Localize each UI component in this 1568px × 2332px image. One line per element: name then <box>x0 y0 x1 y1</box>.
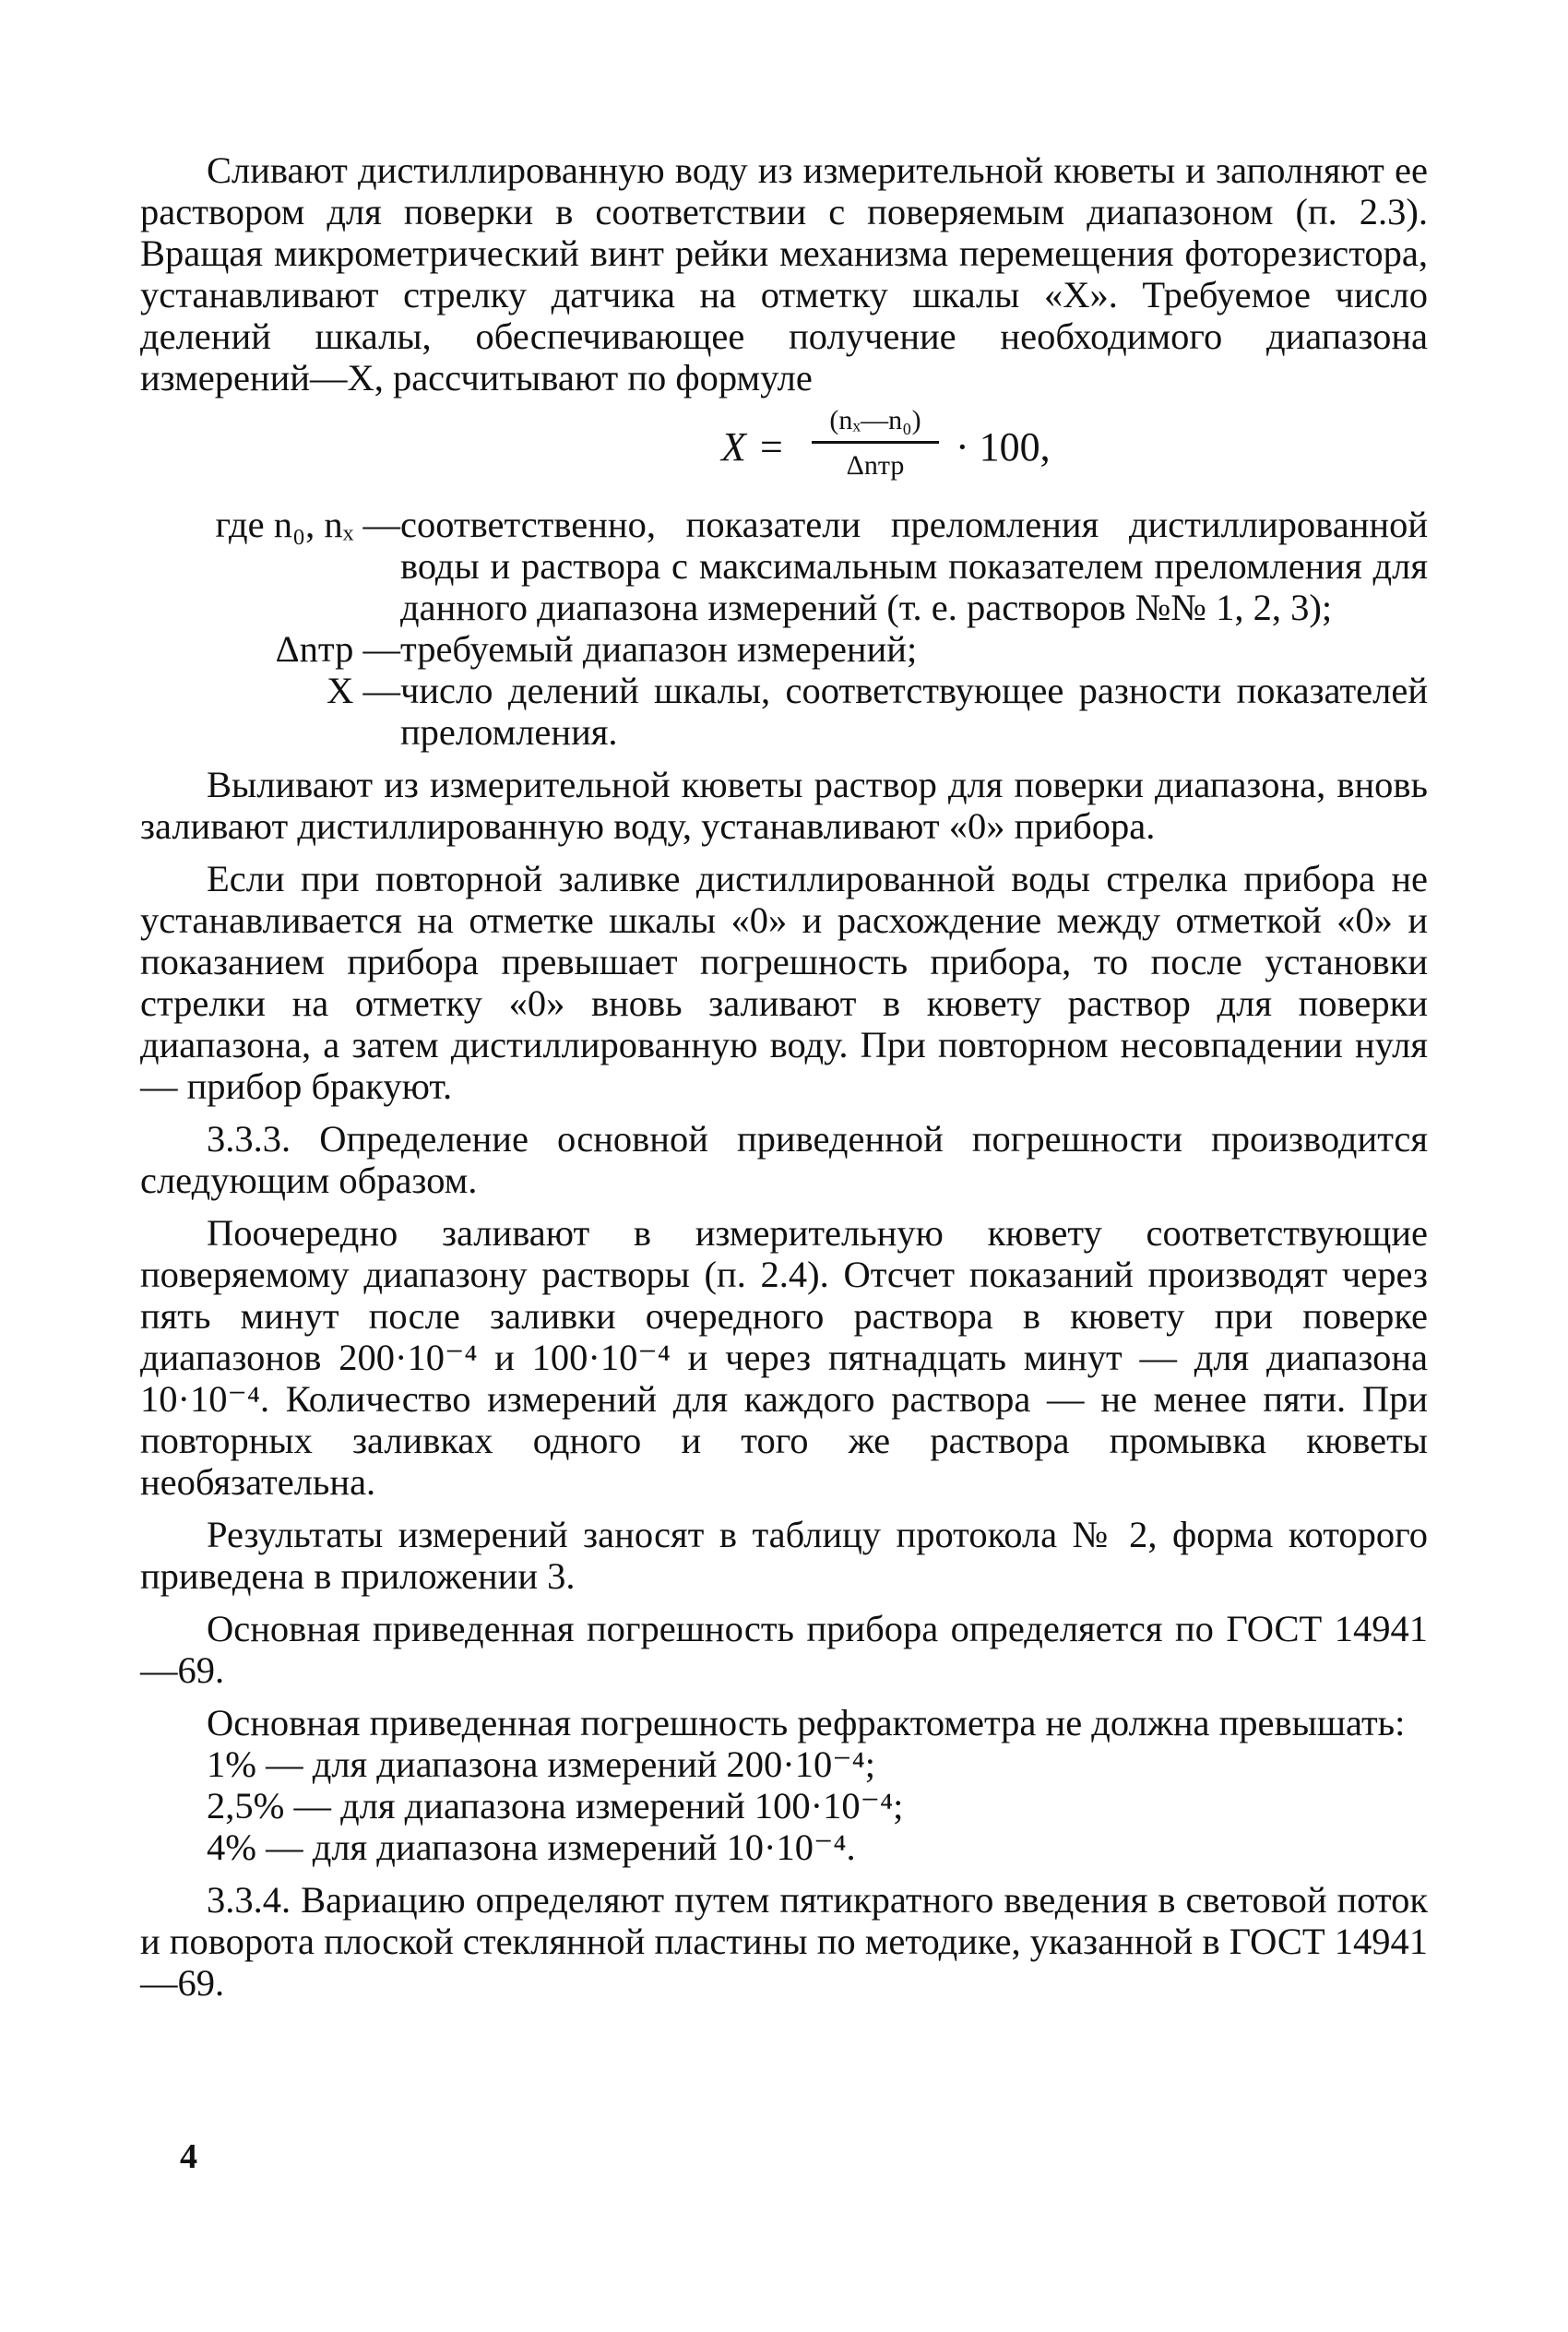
definition-term: Δnтр — <box>275 628 400 670</box>
definition-item <box>140 504 1428 628</box>
formula-multiplier: · 100, <box>956 424 1051 470</box>
list-item: 2,5% — для диапазона измерений 100·10⁻⁴; <box>207 1785 904 1826</box>
paragraph-error-limit: Основная приведенная погрешность рефрактометра не должна превышать: <box>207 1702 1406 1743</box>
paragraph-section-3-3-3: 3.3.3. Определение основной приведенной погрешности производится следующим образом. <box>140 1118 1428 1201</box>
formula-fraction <box>806 402 944 484</box>
definition-text: число делений шкалы, соответствующее разности показателей преломления. <box>400 670 1428 753</box>
formula-denominator: Δnтр <box>846 450 905 481</box>
body-text <box>140 149 1428 2004</box>
list-item: 1% — для диапазона измерений 200·10⁻⁴; <box>207 1743 876 1785</box>
error-limits-list <box>140 1743 1428 1868</box>
paragraph-procedure-setup: Сливают дистиллированную воду из измерительной кюветы и заполняют ее раствором для поверки в соответствии с поверяемым диапазоном (п. 2.3). Вращая микрометрический винт рейки механизма перемещения фоторезистора, устанавливают стрелку датчика на отметку шкалы «X». Требуемое число делений шкалы, обеспечивающее получение необходимого диапазона измерений—X, рассчитывают по формуле <box>140 149 1428 399</box>
paragraph-measurement: Поочередно заливают в измерительную кювету соответствующие поверяемому диапазону растворы (п. 2.4). Отсчет показаний производят через пять минут после заливки очередного раствора в кювету при поверке диапазонов 200·10⁻⁴ и 100·10⁻⁴ и через пятнадцать минут — для диапазона 10·10⁻⁴. Количество измерений для каждого раствора — не менее пяти. При повторных заливках одного и того же раствора промывка кюветы необязательна. <box>140 1212 1428 1503</box>
definition-item <box>140 670 1428 753</box>
definition-text: требуемый диапазон измерений; <box>400 628 918 670</box>
definition-item <box>140 628 1428 670</box>
paragraph-drain: Выливают из измерительной кюветы раствор для поверки диапазона, вновь заливают дистиллированную воду, устанавливают «0» прибора. <box>140 764 1428 847</box>
formula-scale-divisions <box>140 402 1428 498</box>
paragraph-error-standard: Основная приведенная погрешность прибора определяется по ГОСТ 14941—69. <box>140 1608 1428 1691</box>
formula-numerator: (nₓ—n₀) <box>829 405 921 435</box>
formula-lhs: X <box>721 424 746 470</box>
definition-term: X — <box>327 670 400 711</box>
list-item: 4% — для диапазона измерений 10·10⁻⁴. <box>207 1826 856 1868</box>
paragraph-section-3-3-4: 3.3.4. Вариацию определяют путем пятикратного введения в световой поток и поворота плоской стеклянной пластины по методике, указанной в ГОСТ 14941—69. <box>140 1879 1428 2004</box>
definition-term: где n₀, nₓ — <box>215 504 400 545</box>
paragraph-results: Результаты измерений заносят в таблицу протокола № 2, форма которого приведена в приложении 3. <box>140 1514 1428 1597</box>
definitions-list <box>140 504 1428 753</box>
formula-equals: = <box>760 424 783 470</box>
paragraph-zero-check: Если при повторной заливке дистиллированной воды стрелка прибора не устанавливается на отметке шкалы «0» и расхождение между отметкой «0» и показанием прибора превышает погрешность прибора, то после установки стрелки на отметку «0» вновь заливают в кювету раствор для поверки диапазона, а затем дистиллированную воду. При повторном несовпадении нуля — прибор бракуют. <box>140 858 1428 1107</box>
fraction-bar <box>812 441 939 444</box>
page-number: 4 <box>180 2137 197 2176</box>
definition-text: соответственно, показатели преломления дистиллированной воды и раствора с максимальным показателем преломления для данного диапазона измерений (т. е. растворов №№ 1, 2, 3); <box>400 504 1428 628</box>
